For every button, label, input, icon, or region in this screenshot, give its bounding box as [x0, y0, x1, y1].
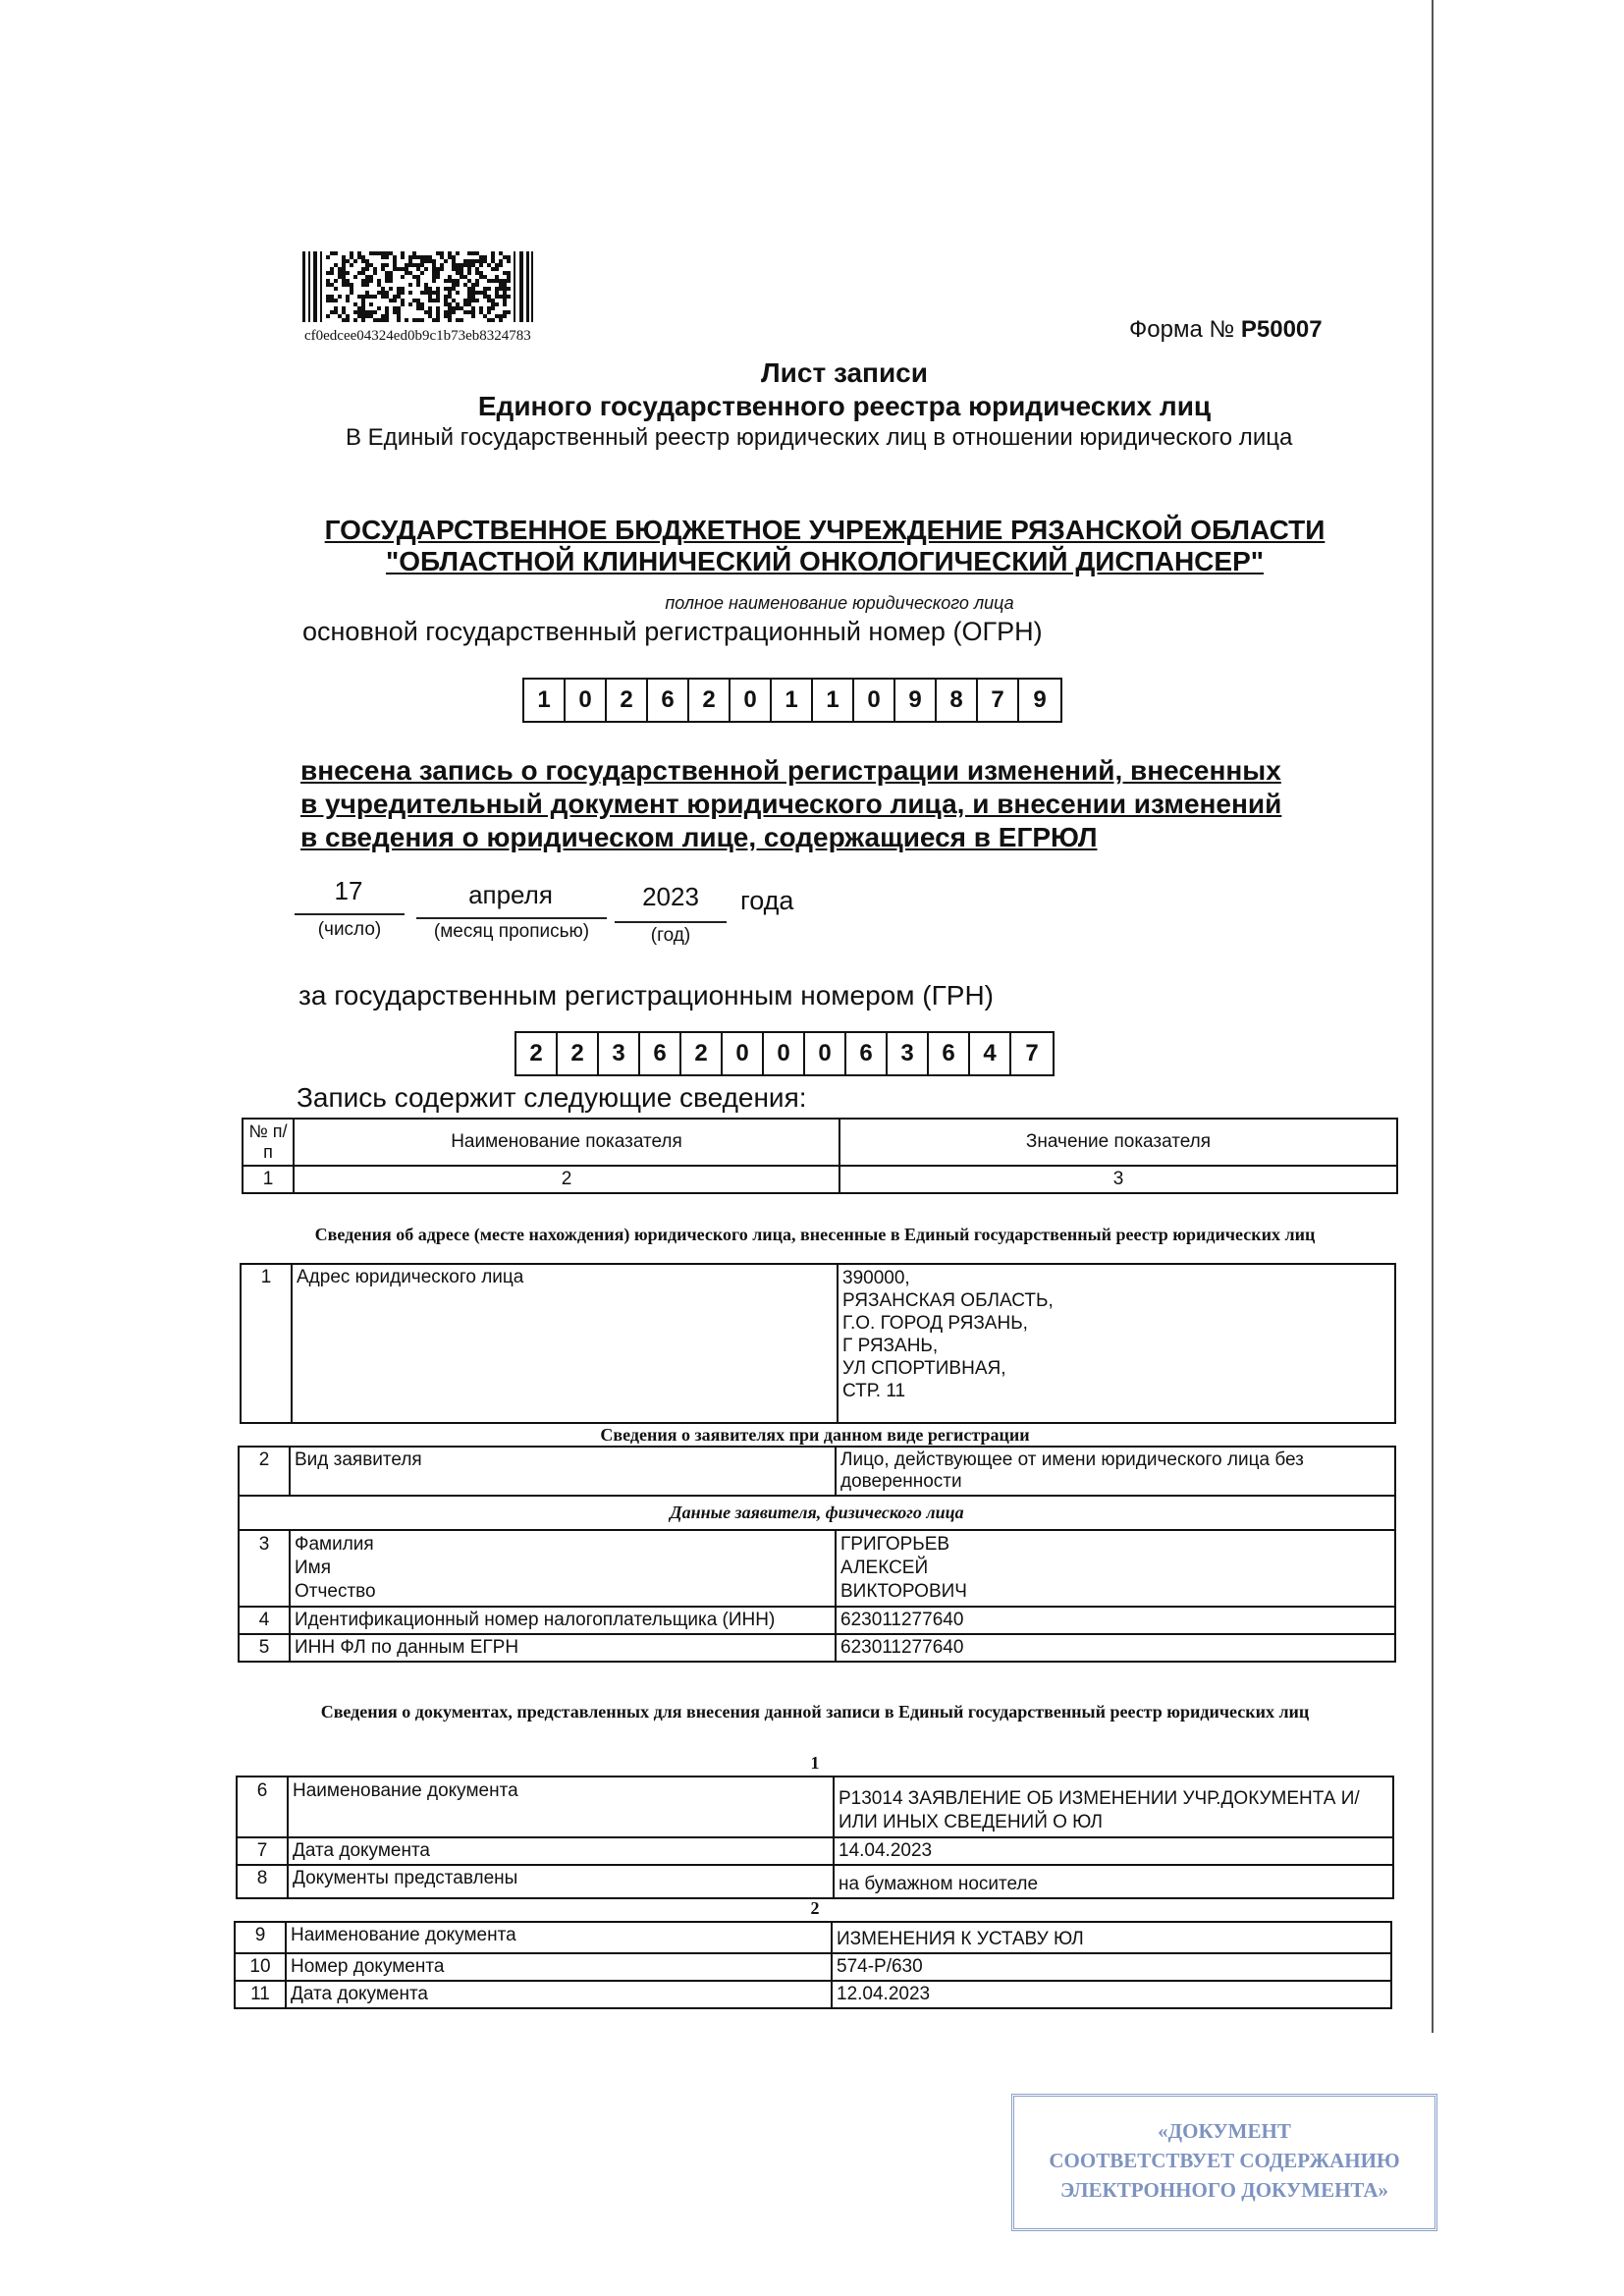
ogrn-digit: 1: [772, 680, 813, 721]
ogrn-digit: 0: [731, 680, 772, 721]
row-3-value: ГРИГОРЬЕВ АЛЕКСЕЙ ВИКТОРОВИЧ: [836, 1530, 1395, 1607]
header-num-2: 2: [294, 1166, 839, 1193]
row-11-num: 11: [235, 1981, 286, 2008]
date-year: 2023: [642, 882, 699, 911]
row-4-value: 623011277640: [836, 1607, 1395, 1634]
header-col-num: № п/п: [243, 1119, 294, 1166]
document-2-number: 2: [810, 1898, 820, 1918]
ogrn-digit: 9: [895, 680, 937, 721]
section-documents: Сведения о документах, представленных для внесения данной записи в Единый государственный реестр юридических лиц: [320, 1702, 1310, 1722]
grn-digit: 6: [846, 1033, 888, 1074]
entry-text: внесена запись о государственной регистрации изменений, внесенных в учредительный документ юридического лица, и внесении изменений в сведения о юридическом лице, содержащиеся в ЕГРЮЛ: [300, 755, 1282, 852]
date-day-caption: (число): [317, 919, 382, 940]
title-line-2: Единого государственного реестра юридических лиц: [477, 391, 1212, 421]
row-4-num: 4: [239, 1607, 290, 1634]
ogrn-digit: 1: [813, 680, 854, 721]
row-7-value: 14.04.2023: [834, 1837, 1393, 1865]
row-2-value: Лицо, действующее от имени юридического лица без доверенности: [836, 1447, 1395, 1496]
header-col-value: Значение показателя: [839, 1119, 1397, 1166]
row-10-label: Номер документа: [286, 1953, 832, 1981]
header-num-3: 3: [839, 1166, 1397, 1193]
grn-digit: 7: [1025, 1040, 1039, 1066]
document-1-number: 1: [810, 1753, 820, 1773]
ogrn-digit: 2: [689, 680, 731, 721]
section-address: Сведения об адресе (месте нахождения) юридического лица, внесенные в Единый государственный реестр юридических лиц: [314, 1225, 1316, 1244]
grn-digit: 2: [516, 1033, 558, 1074]
ogrn-digit: 9: [1033, 686, 1047, 713]
ogrn-digit: 1: [524, 680, 566, 721]
date-year-word: года: [740, 886, 794, 915]
barcode-image: [302, 251, 534, 322]
row-10-num: 10: [235, 1953, 286, 1981]
row-3-num: 3: [239, 1530, 290, 1607]
page-edge-line: [1432, 0, 1434, 2033]
grn-digit: 4: [970, 1033, 1011, 1074]
grn-label: за государственным регистрационным номером (ГРН): [298, 980, 994, 1011]
ogrn-digit: 6: [648, 680, 689, 721]
row-6-label: Наименование документа: [288, 1777, 834, 1837]
row-8-value: на бумажном носителе: [834, 1865, 1393, 1898]
row-9-value: ИЗМЕНЕНИЯ К УСТАВУ ЮЛ: [832, 1922, 1391, 1953]
date-year-line: [615, 921, 727, 923]
grn-digit: 6: [640, 1033, 681, 1074]
ogrn-label: основной государственный регистрационный номер (ОГРН): [302, 617, 1043, 646]
ogrn-digits: [522, 678, 1062, 723]
row-7-label: Дата документа: [288, 1837, 834, 1865]
row-3-label: Фамилия Имя Отчество: [290, 1530, 836, 1607]
row-2-num: 2: [239, 1447, 290, 1496]
address-table: [240, 1263, 1396, 1424]
row-6-value: Р13014 ЗАЯВЛЕНИЕ ОБ ИЗМЕНЕНИИ УЧР.ДОКУМЕНТА И/ИЛИ ИНЫХ СВЕДЕНИЙ О ЮЛ: [834, 1777, 1393, 1837]
grn-digit: 2: [558, 1033, 599, 1074]
row-6-num: 6: [237, 1777, 288, 1837]
grn-digit: 6: [929, 1033, 970, 1074]
row-8-label: Документы представлены: [288, 1865, 834, 1898]
grn-digits: [514, 1031, 1055, 1076]
grn-digit: 0: [723, 1033, 764, 1074]
header-table: [242, 1118, 1398, 1194]
header-num-1: 1: [243, 1166, 294, 1193]
date-day-line: [295, 913, 405, 915]
conformity-stamp: «ДОКУМЕНТ СООТВЕТСТВУЕТ СОДЕРЖАНИЮ ЭЛЕКТРОННОГО ДОКУМЕНТА»: [1011, 2094, 1437, 2231]
title-line-1: Лист записи: [761, 357, 928, 388]
row-4-label: Идентификационный номер налогоплательщика (ИНН): [290, 1607, 836, 1634]
ogrn-digit: 0: [566, 680, 607, 721]
row-9-label: Наименование документа: [286, 1922, 832, 1953]
date-month-line: [416, 917, 607, 919]
grn-digit: 0: [805, 1033, 846, 1074]
ogrn-digit: 0: [854, 680, 895, 721]
ogrn-digit: 8: [937, 680, 978, 721]
records-label: Запись содержит следующие сведения:: [297, 1082, 807, 1113]
grn-digit: 2: [681, 1033, 723, 1074]
row-8-num: 8: [237, 1865, 288, 1898]
date-day: 17: [334, 876, 363, 905]
row-1-value: 390000, РЯЗАНСКАЯ ОБЛАСТЬ, Г.О. ГОРОД РЯЗАНЬ, Г РЯЗАНЬ, УЛ СПОРТИВНАЯ, СТР. 11: [838, 1264, 1395, 1423]
header-col-name: Наименование показателя: [294, 1119, 839, 1166]
row-5-label: ИНН ФЛ по данным ЕГРН: [290, 1634, 836, 1662]
row-7-num: 7: [237, 1837, 288, 1865]
grn-digit: 3: [888, 1033, 929, 1074]
row-11-value: 12.04.2023: [832, 1981, 1391, 2008]
form-number: Форма № Р50007: [1129, 316, 1323, 343]
org-caption: полное наименование юридического лица: [665, 593, 1014, 613]
date-month-caption: (месяц прописью): [433, 921, 590, 942]
row-5-num: 5: [239, 1634, 290, 1662]
ogrn-digit: 7: [978, 680, 1019, 721]
org-name: ГОСУДАРСТВЕННОЕ БЮДЖЕТНОЕ УЧРЕЖДЕНИЕ РЯЗАНСКОЙ ОБЛАСТИ "ОБЛАСТНОЙ КЛИНИЧЕСКИЙ ОНКОЛОГИЧЕСКИЙ ДИСПАНСЕР": [324, 515, 1326, 576]
barcode-code: cf0edcee04324ed0b9c1b73eb8324783: [304, 328, 531, 344]
row-5-value: 623011277640: [836, 1634, 1395, 1662]
grn-digit: 0: [764, 1033, 805, 1074]
intro-text: В Единый государственный реестр юридических лиц в отношении юридического лица: [346, 424, 1293, 451]
row-2-label: Вид заявителя: [290, 1447, 836, 1496]
date-month: апреля: [468, 880, 553, 909]
row-1-num: 1: [241, 1264, 292, 1423]
ogrn-digit: 2: [607, 680, 648, 721]
row-10-value: 574-Р/630: [832, 1953, 1391, 1981]
row-9-num: 9: [235, 1922, 286, 1953]
applicant-table: [238, 1446, 1396, 1663]
row-1-label: Адрес юридического лица: [292, 1264, 838, 1423]
section-applicants: Сведения о заявителях при данном виде регистрации: [600, 1425, 1030, 1445]
date-year-caption: (год): [650, 925, 691, 946]
applicant-subhead: Данные заявителя, физического лица: [239, 1496, 1395, 1530]
grn-digit: 3: [599, 1033, 640, 1074]
document-2-table: [234, 1921, 1392, 2009]
document-1-table: [236, 1776, 1394, 1899]
row-11-label: Дата документа: [286, 1981, 832, 2008]
